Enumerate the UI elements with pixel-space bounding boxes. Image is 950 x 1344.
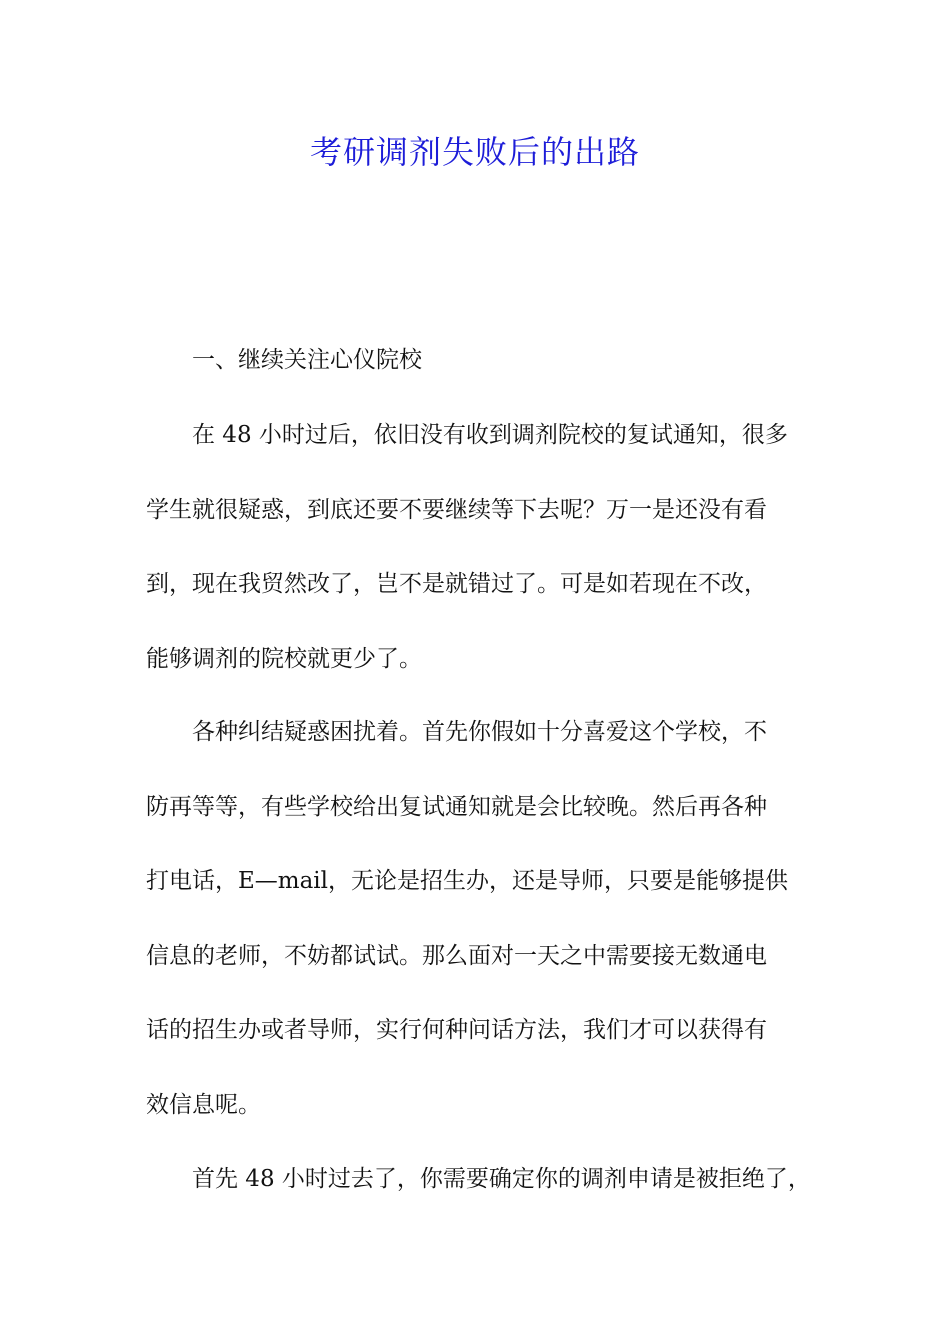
paragraph-line: 能够调剂的院校就更少了。 — [146, 645, 422, 672]
paragraph-line: 信息的老师，不妨都试试。那么面对一天之中需要接无数通电 — [146, 942, 767, 969]
paragraph-2 — [146, 695, 812, 1142]
paragraph-line: 到，现在我贸然改了，岂不是就错过了。可是如若现在不改， — [146, 571, 767, 597]
section-heading: 一、继续关注心仪院校 — [192, 347, 422, 373]
paragraph-line: 话的招生办或者导师，实行何种问话方法，我们才可以获得有 — [146, 1017, 767, 1043]
paragraph-1 — [146, 398, 812, 696]
document-title: 考研调剂失败后的出路 — [309, 133, 640, 171]
paragraph-line: 在 48 小时过后，依旧没有收到调剂院校的复试通知，很多 — [192, 422, 788, 448]
paragraph-line: 各种纠结疑惑困扰着。首先你假如十分喜爱这个学校，不 — [192, 719, 767, 745]
paragraph-line: 打电话，E—mail，无论是招生办，还是导师，只要是能够提供 — [146, 868, 789, 894]
paragraph-line: 学生就很疑惑，到底还要不要继续等下去呢？万一是还没有看 — [146, 496, 767, 523]
paragraph-line: 首先 48 小时过去了，你需要确定你的调剂申请是被拒绝了， — [192, 1166, 811, 1192]
paragraph-3 — [146, 1142, 818, 1217]
paragraph-line: 防再等等，有些学校给出复试通知就是会比较晚。然后再各种 — [146, 793, 767, 820]
paragraph-line: 效信息呢。 — [146, 1091, 261, 1118]
